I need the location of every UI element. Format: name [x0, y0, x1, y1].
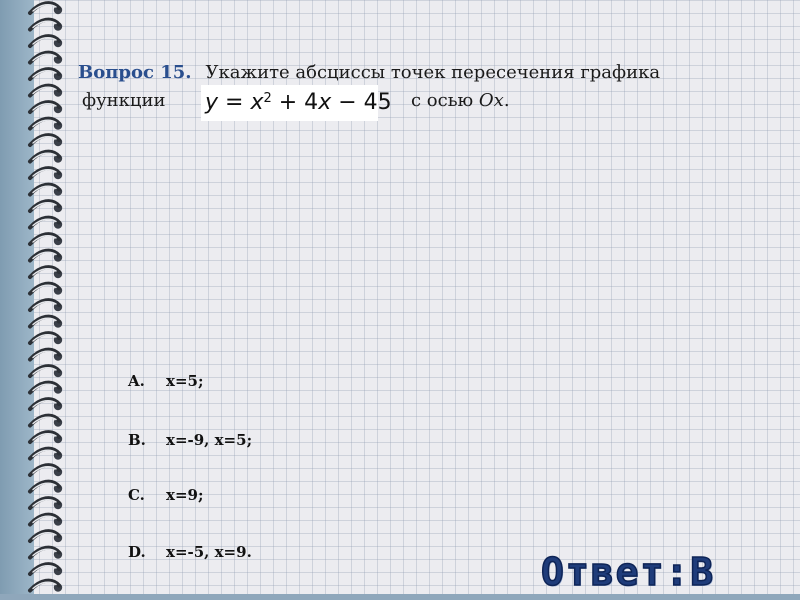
- binding-ring: [30, 284, 62, 295]
- binding-ring: [30, 333, 62, 344]
- axis-name: Ox: [478, 90, 504, 111]
- binding-ring: [30, 185, 62, 196]
- formula-image: $y = x^2 + 4x - 45$: [201, 85, 378, 121]
- binding-ring: [30, 432, 62, 443]
- binding-ring: [30, 267, 62, 278]
- binding-ring: [30, 515, 62, 526]
- answer-text: x=-5, x=9.: [166, 543, 252, 561]
- binding-ring: [30, 102, 62, 113]
- binding-ring: [30, 564, 62, 575]
- binding-ring: [30, 36, 62, 47]
- binding-ring: [30, 69, 62, 80]
- binding-ring: [30, 498, 62, 509]
- answer-option-d[interactable]: [128, 543, 252, 561]
- binding-ring: [30, 449, 62, 460]
- answer-letter: B.: [128, 431, 146, 449]
- answer-letter: D.: [128, 543, 146, 561]
- answer-letter: C.: [128, 486, 145, 504]
- answer-text: x=-9, x=5;: [166, 431, 253, 449]
- binding-ring: [30, 482, 62, 493]
- binding-ring: [30, 350, 62, 361]
- binding-ring: [30, 548, 62, 559]
- binding-ring: [30, 3, 62, 14]
- binding-ring: [30, 416, 62, 427]
- answer-letter: A.: [128, 372, 145, 390]
- binding-ring: [30, 317, 62, 328]
- answer-result: Ответ:В: [541, 550, 716, 594]
- binding-ring: [30, 465, 62, 476]
- binding-ring: [30, 201, 62, 212]
- answer-text: x=5;: [166, 372, 204, 390]
- binding-ring: [30, 383, 62, 394]
- binding-ring: [30, 531, 62, 542]
- question-axis-text: с осью Ox.: [411, 90, 510, 111]
- binding-ring: [30, 581, 62, 592]
- binding-ring: [30, 152, 62, 163]
- binding-ring: [30, 119, 62, 130]
- binding-ring: [30, 399, 62, 410]
- binding-ring: [30, 135, 62, 146]
- binding-ring: [30, 251, 62, 262]
- binding-ring: [30, 300, 62, 311]
- question-word-function: функции: [82, 90, 166, 111]
- bottom-bar: [0, 594, 800, 600]
- binding-ring: [30, 20, 62, 31]
- question-block: [78, 59, 738, 115]
- binding-ring: [30, 53, 62, 64]
- question-number: Вопрос 15.: [78, 62, 192, 83]
- question-text: Укажите абсциссы точек пересечения графика: [205, 62, 661, 83]
- spiral-binding: [26, 0, 70, 600]
- binding-ring: [30, 168, 62, 179]
- binding-ring: [30, 234, 62, 245]
- question-line-2: [78, 87, 738, 119]
- answer-option-a[interactable]: [128, 372, 204, 390]
- answer-text: x=9;: [166, 486, 204, 504]
- answer-option-c[interactable]: [128, 486, 204, 504]
- binding-ring: [30, 86, 62, 97]
- answer-option-b[interactable]: [128, 431, 252, 449]
- question-line-1: [78, 59, 738, 87]
- binding-ring: [30, 218, 62, 229]
- binding-ring: [30, 366, 62, 377]
